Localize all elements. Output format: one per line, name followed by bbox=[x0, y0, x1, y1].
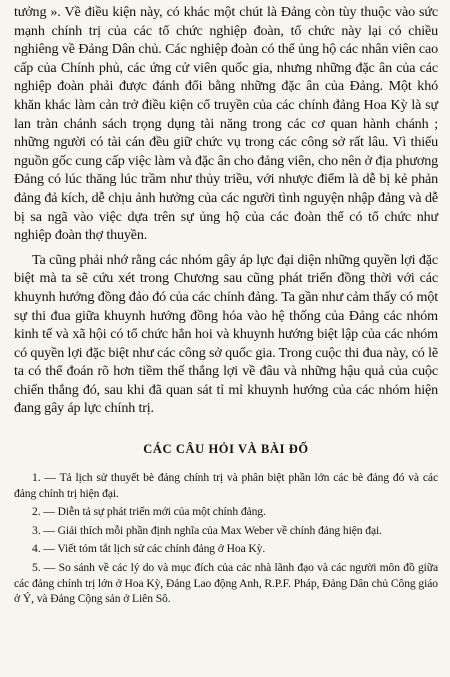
question-item-5: 5. — So sánh về các lý do và mục đích của các nhà lãnh đạo và các người môn đồ giữa các đảng chính trị lớn ở Hoa Kỳ, Đảng Lao động Anh, R.P.F. Pháp, Đảng Dân chủ Công giáo ở Ý, và Đảng Cộng sản ở Liên Sô. bbox=[14, 561, 438, 606]
question-list bbox=[14, 470, 438, 607]
section-heading: CÁC CÂU HỎI VÀ BÀI ĐỐ bbox=[143, 442, 309, 457]
question-item-2: 2. — Diễn tả sự phát triển mới của một chính đảng. bbox=[32, 505, 266, 519]
question-item-3: 3. — Giải thích mỗi phần định nghĩa của Max Weber về chính đảng hiện đại. bbox=[32, 523, 382, 537]
question-item-4: 4. — Viết tóm tắt lịch sử các chính đảng ở Hoa Kỳ. bbox=[32, 542, 266, 556]
body-paragraph-1: tưởng ». Về điều kiện này, có khác một chút là Đảng còn tùy thuộc vào sức mạnh chính trị của các tổ chức nghiệp đoàn, tổ chức này lại có chiều nghiêng về Đảng Dân chủ. Các nghiệp đoàn có thể ủng hộ các nhân viên cao cấp của Chính phủ, các ứng cử viên quốc gia, nhưng những đặc ân của các nghiệp đoàn phải được đánh đổi bằng những đặc ân của Đảng. Một khó khăn khác làm cản trở điều kiện cổ truyền của các chính đảng Hoa Kỳ là sự lan tràn chánh sách trọng dụng tài năng trong các cơ quan hành chánh ; những người có tài cán đều giữ chức vụ trong các công sở rất lâu. Vì thiếu nguồn gốc cung cấp việc làm và đặc ân cho đảng viên, cho nên ở địa phương Đảng có lúc thăng lúc trầm như thủy triều, với nhược điểm là dễ bị kẻ phản đảng đả kích, dễ chịu ảnh hưởng của các người tình nguyện nhập đảng và dễ bị sa ngã vào việc dựa trên sự ủng hộ của các đoàn thể có tổ chức như nghiệp đoàn thợ thuyền. bbox=[14, 4, 438, 244]
question-item-1: 1. — Tả lịch sử thuyết bè đảng chính trị và phân biệt phần lớn các bè đảng đó và các đảng chính trị hiện đại. bbox=[14, 471, 438, 500]
body-paragraph-2: Ta cũng phải nhớ rằng các nhóm gây áp lực đại diện những quyền lợi đặc biệt mà ta sẽ cứu xét trong Chương sau cũng phát triển đồng thời với các khuynh hướng đồng đảo đó của các chính đảng. Ta gần như cảm thấy có một sự thi đua giữa khuynh hướng đồng hóa vào hệ thống của Đảng các nhóm kinh tế và xã hội có tổ chức hẳn hoi và khuynh hướng biệt lập của các nhóm có quyền lợi đặc biệt như các công sở quốc gia. Trong cuộc thi đua này, có lẽ ta có thể đoán rõ hơn tiềm thế thắng lợi về đâu và những hậu quả của cuộc chiến thắng đó, sau khi đã quan sát tỉ mỉ khuynh hướng của các nhóm hiện đang gây áp lực chính trị. bbox=[14, 251, 438, 417]
